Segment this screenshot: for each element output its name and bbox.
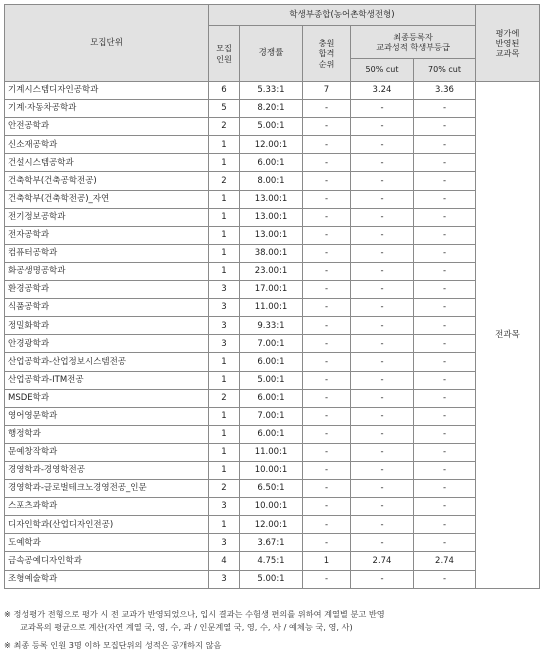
ratio-cell: 12.00:1 <box>240 516 303 534</box>
cut-50-cell: - <box>351 317 414 335</box>
table-body <box>5 82 540 589</box>
cut-70-cell: - <box>414 498 476 516</box>
quota-cell: 1 <box>209 208 240 226</box>
unit-name-cell: 식품공학과 <box>5 299 209 317</box>
rank-cell: - <box>303 353 351 371</box>
unit-name-cell: 화공생명공학과 <box>5 262 209 280</box>
rank-cell: - <box>303 208 351 226</box>
cut-50-cell: - <box>351 262 414 280</box>
unit-name-cell: 스포츠과학과 <box>5 498 209 516</box>
table-row <box>5 552 540 570</box>
rank-cell: - <box>303 516 351 534</box>
admission-results-table <box>4 4 540 589</box>
cut-70-cell: - <box>414 136 476 154</box>
quota-cell: 3 <box>209 317 240 335</box>
ratio-cell: 5.00:1 <box>240 371 303 389</box>
unit-name-cell: 안경광학과 <box>5 335 209 353</box>
cut-70-cell: - <box>414 299 476 317</box>
rank-cell: 7 <box>303 82 351 100</box>
table-row <box>5 443 540 461</box>
cut-50-cell: - <box>351 425 414 443</box>
header-rank: 충원 합격 순위 <box>303 26 351 82</box>
ratio-cell: 6.00:1 <box>240 353 303 371</box>
rank-cell: - <box>303 244 351 262</box>
rank-cell: - <box>303 118 351 136</box>
unit-name-cell: 전자공학과 <box>5 226 209 244</box>
cut-70-cell: - <box>414 389 476 407</box>
quota-cell: 6 <box>209 82 240 100</box>
unit-name-cell: 금속공예디자인학과 <box>5 552 209 570</box>
eval-subjects-cell: 전과목 <box>476 82 540 589</box>
unit-name-cell: 조형예술학과 <box>5 570 209 588</box>
cut-70-cell: - <box>414 172 476 190</box>
cut-70-cell: - <box>414 317 476 335</box>
ratio-cell: 10.00:1 <box>240 461 303 479</box>
cut-50-cell: - <box>351 443 414 461</box>
quota-cell: 5 <box>209 100 240 118</box>
rank-cell: - <box>303 407 351 425</box>
footnote-text: ※ 정성평가 전형으로 평가 시 전 교과가 반영되었으나, 입시 결과는 수험생 편의를 위하여 계열별 분고 반영 <box>4 609 385 619</box>
ratio-cell: 5.00:1 <box>240 118 303 136</box>
unit-name-cell: 문예창작학과 <box>5 443 209 461</box>
cut-50-cell: - <box>351 570 414 588</box>
quota-cell: 2 <box>209 389 240 407</box>
quota-cell: 3 <box>209 498 240 516</box>
table-row <box>5 389 540 407</box>
header-group: 학생부종합(농어촌학생전형) <box>209 5 476 26</box>
ratio-cell: 13.00:1 <box>240 208 303 226</box>
table-row <box>5 299 540 317</box>
table-row <box>5 498 540 516</box>
table-row <box>5 226 540 244</box>
cut-70-cell: - <box>414 208 476 226</box>
quota-cell: 1 <box>209 443 240 461</box>
cut-70-cell: - <box>414 407 476 425</box>
cut-70-cell: - <box>414 100 476 118</box>
cut-50-cell: - <box>351 154 414 172</box>
cut-50-cell: - <box>351 208 414 226</box>
cut-70-cell: - <box>414 281 476 299</box>
ratio-cell: 6.50:1 <box>240 480 303 498</box>
quota-cell: 2 <box>209 118 240 136</box>
table-row <box>5 516 540 534</box>
header-cut-70: 70% cut <box>414 59 476 82</box>
ratio-cell: 5.00:1 <box>240 570 303 588</box>
ratio-cell: 8.00:1 <box>240 172 303 190</box>
unit-name-cell: 안전공학과 <box>5 118 209 136</box>
cut-70-cell: - <box>414 154 476 172</box>
table-row <box>5 317 540 335</box>
rank-cell: - <box>303 461 351 479</box>
quota-cell: 3 <box>209 299 240 317</box>
quota-cell: 3 <box>209 570 240 588</box>
cut-50-cell: - <box>351 516 414 534</box>
unit-name-cell: 경영학과-글로벌테크노경영전공_인문 <box>5 480 209 498</box>
cut-50-cell: - <box>351 100 414 118</box>
rank-cell: - <box>303 190 351 208</box>
quota-cell: 3 <box>209 281 240 299</box>
quota-cell: 1 <box>209 516 240 534</box>
cut-70-cell: - <box>414 480 476 498</box>
quota-cell: 1 <box>209 371 240 389</box>
table-row <box>5 371 540 389</box>
quota-cell: 4 <box>209 552 240 570</box>
rank-cell: - <box>303 498 351 516</box>
unit-name-cell: 영어영문학과 <box>5 407 209 425</box>
header-quota: 모집 인원 <box>209 26 240 82</box>
footnote-text: 교과목의 평균으로 계산(자연 계열 국, 영, 수, 과 / 인문계열 국, 영, 수, 사 / 예체능 국, 영, 사) <box>20 621 353 632</box>
cut-70-cell: - <box>414 461 476 479</box>
quota-cell: 1 <box>209 190 240 208</box>
rank-cell: - <box>303 534 351 552</box>
quota-cell: 1 <box>209 244 240 262</box>
unit-name-cell: 경영학과-경영학전공 <box>5 461 209 479</box>
unit-name-cell: 전기정보공학과 <box>5 208 209 226</box>
unit-name-cell: 정밀화학과 <box>5 317 209 335</box>
cut-70-cell: - <box>414 118 476 136</box>
ratio-cell: 6.00:1 <box>240 425 303 443</box>
cut-50-cell: - <box>351 498 414 516</box>
quota-cell: 1 <box>209 353 240 371</box>
cut-50-cell: - <box>351 353 414 371</box>
rank-cell: - <box>303 335 351 353</box>
unit-name-cell: 건축학부(건축공학전공) <box>5 172 209 190</box>
rank-cell: - <box>303 389 351 407</box>
rank-cell: - <box>303 425 351 443</box>
cut-50-cell: - <box>351 299 414 317</box>
table-row <box>5 100 540 118</box>
ratio-cell: 9.33:1 <box>240 317 303 335</box>
quota-cell: 1 <box>209 154 240 172</box>
cut-50-cell: - <box>351 461 414 479</box>
cut-50-cell: - <box>351 136 414 154</box>
unit-name-cell: 신소재공학과 <box>5 136 209 154</box>
rank-cell: - <box>303 317 351 335</box>
unit-name-cell: 기계·자동차공학과 <box>5 100 209 118</box>
table-row <box>5 190 540 208</box>
cut-50-cell: - <box>351 172 414 190</box>
ratio-cell: 10.00:1 <box>240 498 303 516</box>
cut-70-cell: - <box>414 353 476 371</box>
ratio-cell: 23.00:1 <box>240 262 303 280</box>
ratio-cell: 6.00:1 <box>240 154 303 172</box>
table-row <box>5 534 540 552</box>
ratio-cell: 13.00:1 <box>240 190 303 208</box>
cut-70-cell: - <box>414 262 476 280</box>
ratio-cell: 4.75:1 <box>240 552 303 570</box>
unit-name-cell: 행정학과 <box>5 425 209 443</box>
ratio-cell: 6.00:1 <box>240 389 303 407</box>
quota-cell: 1 <box>209 226 240 244</box>
quota-cell: 1 <box>209 425 240 443</box>
cut-70-cell: 3.36 <box>414 82 476 100</box>
table-row <box>5 154 540 172</box>
cut-50-cell: - <box>351 244 414 262</box>
cut-70-cell: - <box>414 371 476 389</box>
quota-cell: 1 <box>209 407 240 425</box>
rank-cell: - <box>303 100 351 118</box>
quota-cell: 1 <box>209 262 240 280</box>
table-row <box>5 407 540 425</box>
cut-70-cell: - <box>414 570 476 588</box>
footnotes <box>4 608 540 652</box>
cut-50-cell: 2.74 <box>351 552 414 570</box>
ratio-cell: 12.00:1 <box>240 136 303 154</box>
unit-name-cell: 디자인학과(산업디자인전공) <box>5 516 209 534</box>
unit-name-cell: 기계시스템디자인공학과 <box>5 82 209 100</box>
ratio-cell: 11.00:1 <box>240 443 303 461</box>
table-row <box>5 172 540 190</box>
rank-cell: - <box>303 570 351 588</box>
table-row <box>5 118 540 136</box>
rank-cell: - <box>303 443 351 461</box>
unit-name-cell: MSDE학과 <box>5 389 209 407</box>
table-row <box>5 353 540 371</box>
ratio-cell: 8.20:1 <box>240 100 303 118</box>
rank-cell: - <box>303 281 351 299</box>
unit-name-cell: 도예학과 <box>5 534 209 552</box>
ratio-cell: 3.67:1 <box>240 534 303 552</box>
cut-70-cell: 2.74 <box>414 552 476 570</box>
unit-name-cell: 산업공학과-산업정보시스템전공 <box>5 353 209 371</box>
cut-50-cell: - <box>351 534 414 552</box>
unit-name-cell: 컴퓨터공학과 <box>5 244 209 262</box>
header-cut-50: 50% cut <box>351 59 414 82</box>
cut-70-cell: - <box>414 244 476 262</box>
header-unit: 모집단위 <box>5 5 209 82</box>
quota-cell: 2 <box>209 172 240 190</box>
ratio-cell: 38.00:1 <box>240 244 303 262</box>
table-row <box>5 461 540 479</box>
quota-cell: 3 <box>209 335 240 353</box>
cut-70-cell: - <box>414 190 476 208</box>
cut-50-cell: - <box>351 335 414 353</box>
footnote-text: ※ 최종 등록 인원 3명 이하 모집단위의 성적은 공개하지 않음 <box>4 640 222 651</box>
rank-cell: 1 <box>303 552 351 570</box>
table-row <box>5 425 540 443</box>
quota-cell: 1 <box>209 136 240 154</box>
cut-50-cell: - <box>351 371 414 389</box>
cut-70-cell: - <box>414 534 476 552</box>
cut-70-cell: - <box>414 443 476 461</box>
quota-cell: 2 <box>209 480 240 498</box>
cut-50-cell: - <box>351 226 414 244</box>
header-final-grade: 최종등록자 교과성적 학생부등급 <box>351 26 476 59</box>
cut-70-cell: - <box>414 425 476 443</box>
table-row <box>5 281 540 299</box>
rank-cell: - <box>303 154 351 172</box>
table-row <box>5 335 540 353</box>
rank-cell: - <box>303 480 351 498</box>
unit-name-cell: 환경공학과 <box>5 281 209 299</box>
rank-cell: - <box>303 262 351 280</box>
rank-cell: - <box>303 371 351 389</box>
cut-70-cell: - <box>414 335 476 353</box>
header-ratio: 경쟁률 <box>240 26 303 82</box>
cut-50-cell: - <box>351 407 414 425</box>
rank-cell: - <box>303 136 351 154</box>
ratio-cell: 7.00:1 <box>240 407 303 425</box>
ratio-cell: 7.00:1 <box>240 335 303 353</box>
table-row <box>5 136 540 154</box>
cut-50-cell: - <box>351 480 414 498</box>
table-row <box>5 244 540 262</box>
cut-50-cell: - <box>351 389 414 407</box>
ratio-cell: 11.00:1 <box>240 299 303 317</box>
table-row <box>5 208 540 226</box>
cut-70-cell: - <box>414 516 476 534</box>
rank-cell: - <box>303 172 351 190</box>
rank-cell: - <box>303 299 351 317</box>
cut-50-cell: 3.24 <box>351 82 414 100</box>
quota-cell: 1 <box>209 461 240 479</box>
header-eval-subjects: 평가에 반영된 교과목 <box>476 5 540 82</box>
ratio-cell: 17.00:1 <box>240 281 303 299</box>
table-row <box>5 262 540 280</box>
ratio-cell: 5.33:1 <box>240 82 303 100</box>
cut-50-cell: - <box>351 281 414 299</box>
cut-50-cell: - <box>351 190 414 208</box>
ratio-cell: 13.00:1 <box>240 226 303 244</box>
table-row <box>5 480 540 498</box>
unit-name-cell: 건축학부(건축학전공)_자연 <box>5 190 209 208</box>
rank-cell: - <box>303 226 351 244</box>
table-row <box>5 82 540 100</box>
table-row <box>5 570 540 588</box>
unit-name-cell: 산업공학과-ITM전공 <box>5 371 209 389</box>
quota-cell: 3 <box>209 534 240 552</box>
unit-name-cell: 건설시스템공학과 <box>5 154 209 172</box>
cut-50-cell: - <box>351 118 414 136</box>
cut-70-cell: - <box>414 226 476 244</box>
